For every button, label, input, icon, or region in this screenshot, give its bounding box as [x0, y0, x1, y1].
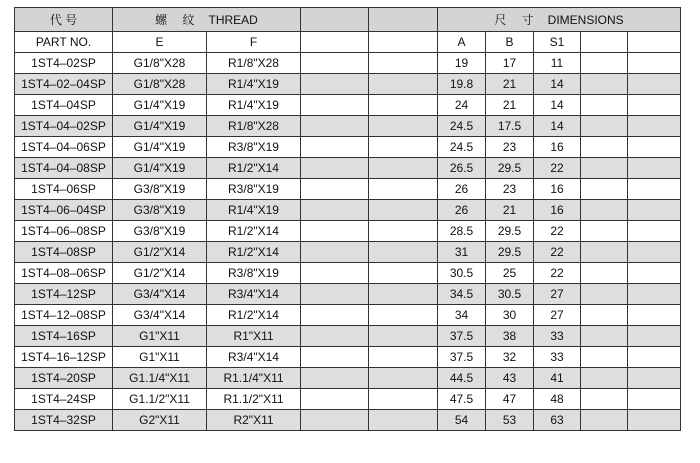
thread-f-cell: R1.1/2"X11	[207, 389, 301, 410]
blank-cell	[628, 326, 681, 347]
blank-cell	[628, 242, 681, 263]
blank-cell	[581, 284, 628, 305]
table-row	[15, 95, 681, 116]
thread-e-cell: G3/8"X19	[113, 221, 207, 242]
blank-cell	[369, 263, 438, 284]
dim-b-cell: 43	[486, 368, 534, 389]
dim-s1-cell: 16	[534, 200, 581, 221]
table-row	[15, 284, 681, 305]
blank-cell	[581, 179, 628, 200]
part-no-cell: 1ST4–16–12SP	[15, 347, 113, 368]
blank-cell	[628, 221, 681, 242]
blank-cell	[628, 74, 681, 95]
dim-a-cell: 47.5	[438, 389, 486, 410]
dim-s1-cell: 22	[534, 221, 581, 242]
thread-f-cell: R1/2"X14	[207, 305, 301, 326]
blank-subheader-3	[581, 32, 628, 53]
thread-f-cell: R3/4"X14	[207, 347, 301, 368]
part-no-cell: 1ST4–04–08SP	[15, 158, 113, 179]
dim-a-cell: 31	[438, 242, 486, 263]
blank-cell	[301, 179, 369, 200]
blank-cell	[581, 326, 628, 347]
thread-f-cell: R3/8"X19	[207, 137, 301, 158]
dim-b-cell: 25	[486, 263, 534, 284]
table-row	[15, 221, 681, 242]
blank-cell	[369, 410, 438, 431]
dim-b-cell: 29.5	[486, 221, 534, 242]
blank-cell	[301, 389, 369, 410]
dim-s1-cell: 22	[534, 263, 581, 284]
thread-f-cell: R1/8"X28	[207, 53, 301, 74]
thread-e-cell: G1/2"X14	[113, 242, 207, 263]
dim-s1-cell: 41	[534, 368, 581, 389]
blank-cell	[628, 263, 681, 284]
blank-cell	[581, 200, 628, 221]
blank-cell	[369, 179, 438, 200]
blank-cell	[628, 305, 681, 326]
thread-f-cell: R1/4"X19	[207, 74, 301, 95]
blank-cell	[581, 74, 628, 95]
blank-subheader-4	[628, 32, 681, 53]
blank-cell	[369, 200, 438, 221]
blank-cell	[369, 284, 438, 305]
thread-f-cell: R1/4"X19	[207, 95, 301, 116]
blank-cell	[301, 368, 369, 389]
dim-s1-cell: 48	[534, 389, 581, 410]
part-no-cell: 1ST4–08–06SP	[15, 263, 113, 284]
part-dimensions-table	[14, 7, 681, 431]
dim-a-cell: 28.5	[438, 221, 486, 242]
blank-cell	[369, 242, 438, 263]
blank-cell	[369, 137, 438, 158]
blank-cell	[628, 179, 681, 200]
blank-cell	[628, 116, 681, 137]
blank-cell	[369, 116, 438, 137]
dim-b-cell: 53	[486, 410, 534, 431]
thread-e-cell: G3/4"X14	[113, 305, 207, 326]
part-no-cell: 1ST4–24SP	[15, 389, 113, 410]
thread-f-cell: R1/2"X14	[207, 221, 301, 242]
table-row	[15, 389, 681, 410]
blank-cell	[628, 137, 681, 158]
table-row	[15, 368, 681, 389]
col-f-header: F	[207, 32, 301, 53]
dim-s1-cell: 27	[534, 284, 581, 305]
thread-f-cell: R1"X11	[207, 326, 301, 347]
blank-cell	[581, 221, 628, 242]
thread-header: 螺 纹 THREAD	[113, 8, 301, 32]
dim-s1-cell: 16	[534, 179, 581, 200]
dim-s1-cell: 63	[534, 410, 581, 431]
table-row	[15, 158, 681, 179]
dimensions-header: 尺 寸 DIMENSIONS	[438, 8, 681, 32]
dim-s1-cell: 14	[534, 116, 581, 137]
col-s1-header: S1	[534, 32, 581, 53]
part-no-cell: 1ST4–20SP	[15, 368, 113, 389]
header-row-bottom	[15, 32, 681, 53]
dim-a-cell: 19.8	[438, 74, 486, 95]
dim-b-cell: 23	[486, 179, 534, 200]
table-row	[15, 263, 681, 284]
thread-f-cell: R1/2"X14	[207, 158, 301, 179]
blank-cell	[301, 116, 369, 137]
dim-a-cell: 54	[438, 410, 486, 431]
dim-b-cell: 38	[486, 326, 534, 347]
blank-cell	[301, 305, 369, 326]
blank-cell	[301, 137, 369, 158]
thread-f-cell: R3/4"X14	[207, 284, 301, 305]
blank-cell	[628, 368, 681, 389]
dim-b-cell: 29.5	[486, 158, 534, 179]
part-no-cell: 1ST4–04–06SP	[15, 137, 113, 158]
thread-e-cell: G1/2"X14	[113, 263, 207, 284]
dim-a-cell: 24.5	[438, 116, 486, 137]
part-no-cell: 1ST4–12–08SP	[15, 305, 113, 326]
dim-b-cell: 29.5	[486, 242, 534, 263]
thread-e-cell: G1.1/4"X11	[113, 368, 207, 389]
table-row	[15, 74, 681, 95]
table-row	[15, 242, 681, 263]
blank-cell	[581, 389, 628, 410]
blank-cell	[581, 263, 628, 284]
blank-cell	[301, 347, 369, 368]
blank-cell	[628, 389, 681, 410]
part-no-cell: 1ST4–12SP	[15, 284, 113, 305]
blank-cell	[628, 200, 681, 221]
part-no-cell: 1ST4–06–04SP	[15, 200, 113, 221]
blank-cell	[369, 368, 438, 389]
thread-e-cell: G3/8"X19	[113, 179, 207, 200]
thread-f-cell: R1/8"X28	[207, 116, 301, 137]
dim-b-cell: 32	[486, 347, 534, 368]
thread-e-cell: G1"X11	[113, 347, 207, 368]
blank-subheader-2	[369, 32, 438, 53]
blank-cell	[369, 53, 438, 74]
part-no-cell: 1ST4–04SP	[15, 95, 113, 116]
blank-cell	[301, 95, 369, 116]
part-no-cell: 1ST4–02SP	[15, 53, 113, 74]
blank-cell	[301, 74, 369, 95]
thread-e-cell: G1/4"X19	[113, 137, 207, 158]
table-row	[15, 347, 681, 368]
thread-e-cell: G2"X11	[113, 410, 207, 431]
dim-s1-cell: 27	[534, 305, 581, 326]
blank-cell	[581, 137, 628, 158]
dim-s1-cell: 14	[534, 74, 581, 95]
table-body	[15, 53, 681, 431]
table-row	[15, 116, 681, 137]
part-no-cell: 1ST4–06–08SP	[15, 221, 113, 242]
blank-cell	[301, 158, 369, 179]
dim-a-cell: 30.5	[438, 263, 486, 284]
blank-cell	[628, 95, 681, 116]
part-no-cell: 1ST4–04–02SP	[15, 116, 113, 137]
blank-cell	[301, 410, 369, 431]
thread-f-cell: R2"X11	[207, 410, 301, 431]
thread-e-cell: G3/8"X19	[113, 200, 207, 221]
dim-b-cell: 17	[486, 53, 534, 74]
dim-s1-cell: 33	[534, 326, 581, 347]
thread-e-cell: G1/8"X28	[113, 53, 207, 74]
dim-b-cell: 30.5	[486, 284, 534, 305]
blank-cell	[369, 95, 438, 116]
dim-b-cell: 47	[486, 389, 534, 410]
blank-cell	[301, 263, 369, 284]
thread-e-cell: G1.1/2"X11	[113, 389, 207, 410]
dim-a-cell: 19	[438, 53, 486, 74]
table-row	[15, 179, 681, 200]
thread-f-cell: R1.1/4"X11	[207, 368, 301, 389]
blank-cell	[301, 53, 369, 74]
thread-e-cell: G1/8"X28	[113, 74, 207, 95]
dim-a-cell: 26	[438, 179, 486, 200]
part-no-header: PART NO.	[15, 32, 113, 53]
blank-header-2	[369, 8, 438, 32]
dim-a-cell: 37.5	[438, 347, 486, 368]
blank-cell	[581, 53, 628, 74]
dim-a-cell: 24	[438, 95, 486, 116]
blank-cell	[369, 389, 438, 410]
part-no-cell: 1ST4–32SP	[15, 410, 113, 431]
blank-cell	[628, 347, 681, 368]
blank-cell	[301, 200, 369, 221]
blank-cell	[301, 221, 369, 242]
blank-cell	[628, 158, 681, 179]
table-row	[15, 410, 681, 431]
part-cn-header: 代 号	[15, 8, 113, 32]
blank-cell	[369, 305, 438, 326]
part-no-cell: 1ST4–02–04SP	[15, 74, 113, 95]
table-row	[15, 53, 681, 74]
thread-e-cell: G1/4"X19	[113, 95, 207, 116]
blank-cell	[581, 347, 628, 368]
blank-cell	[581, 305, 628, 326]
dim-a-cell: 34	[438, 305, 486, 326]
dim-s1-cell: 14	[534, 95, 581, 116]
thread-f-cell: R3/8"X19	[207, 263, 301, 284]
blank-cell	[301, 242, 369, 263]
dim-b-cell: 17.5	[486, 116, 534, 137]
thread-f-cell: R1/2"X14	[207, 242, 301, 263]
blank-cell	[628, 410, 681, 431]
dim-a-cell: 37.5	[438, 326, 486, 347]
dim-a-cell: 26.5	[438, 158, 486, 179]
thread-e-cell: G1/4"X19	[113, 116, 207, 137]
thread-e-cell: G1"X11	[113, 326, 207, 347]
dim-b-cell: 23	[486, 137, 534, 158]
dim-s1-cell: 11	[534, 53, 581, 74]
blank-cell	[628, 53, 681, 74]
header-row-top	[15, 8, 681, 32]
dim-b-cell: 21	[486, 74, 534, 95]
blank-cell	[301, 326, 369, 347]
dim-a-cell: 44.5	[438, 368, 486, 389]
dim-b-cell: 30	[486, 305, 534, 326]
dim-a-cell: 24.5	[438, 137, 486, 158]
part-no-cell: 1ST4–16SP	[15, 326, 113, 347]
col-b-header: B	[486, 32, 534, 53]
blank-cell	[369, 221, 438, 242]
blank-cell	[369, 347, 438, 368]
col-a-header: A	[438, 32, 486, 53]
part-no-cell: 1ST4–06SP	[15, 179, 113, 200]
col-e-header: E	[113, 32, 207, 53]
thread-f-cell: R1/4"X19	[207, 200, 301, 221]
blank-cell	[581, 242, 628, 263]
blank-cell	[581, 95, 628, 116]
blank-header-1	[301, 8, 369, 32]
blank-subheader-1	[301, 32, 369, 53]
table-row	[15, 200, 681, 221]
blank-cell	[581, 158, 628, 179]
dim-s1-cell: 33	[534, 347, 581, 368]
thread-e-cell: G1/4"X19	[113, 158, 207, 179]
blank-cell	[301, 284, 369, 305]
table-row	[15, 137, 681, 158]
blank-cell	[581, 368, 628, 389]
blank-cell	[369, 326, 438, 347]
dim-a-cell: 34.5	[438, 284, 486, 305]
dim-s1-cell: 22	[534, 158, 581, 179]
thread-f-cell: R3/8"X19	[207, 179, 301, 200]
blank-cell	[628, 284, 681, 305]
dim-s1-cell: 22	[534, 242, 581, 263]
blank-cell	[369, 74, 438, 95]
dim-a-cell: 26	[438, 200, 486, 221]
blank-cell	[581, 410, 628, 431]
blank-cell	[581, 116, 628, 137]
dim-s1-cell: 16	[534, 137, 581, 158]
dim-b-cell: 21	[486, 95, 534, 116]
thread-e-cell: G3/4"X14	[113, 284, 207, 305]
table-row	[15, 326, 681, 347]
part-no-cell: 1ST4–08SP	[15, 242, 113, 263]
table-row	[15, 305, 681, 326]
blank-cell	[369, 158, 438, 179]
dim-b-cell: 21	[486, 200, 534, 221]
